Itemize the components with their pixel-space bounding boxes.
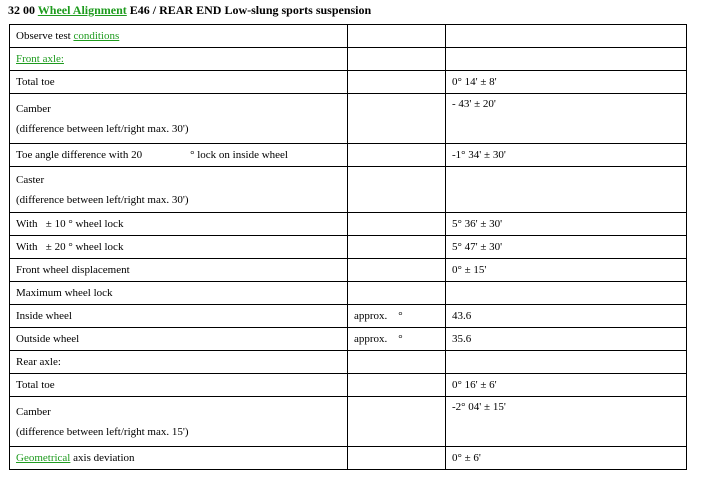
cell-label: Total toe (10, 71, 348, 94)
cell-label: Maximum wheel lock (10, 282, 348, 305)
cell-label: Front wheel displacement (10, 259, 348, 282)
cell-value: 5° 47' ± 30' (446, 236, 687, 259)
table-row (10, 374, 687, 397)
cell-approx (348, 447, 446, 470)
cell-value (446, 282, 687, 305)
cell-value (446, 25, 687, 48)
table-row (10, 447, 687, 470)
front-axle-link[interactable]: Front axle: (16, 53, 64, 65)
cell-label: Rear axle: (10, 351, 348, 374)
wheel-alignment-link[interactable]: Wheel Alignment (37, 3, 127, 17)
title-rest: E46 / REAR END Low-slung sports suspension (129, 3, 372, 17)
cell-label: Toe angle difference with 20 ° lock on inside wheel (10, 144, 348, 167)
cell-approx (348, 167, 446, 213)
table-row (10, 236, 687, 259)
cell-approx: approx. ° (348, 328, 446, 351)
table-row (10, 213, 687, 236)
cell-approx (348, 144, 446, 167)
cell-label: With ± 10 ° wheel lock (10, 213, 348, 236)
page-title (8, 3, 371, 18)
cell-approx (348, 282, 446, 305)
cell-value: -2° 04' ± 15' (446, 397, 687, 447)
table-row (10, 259, 687, 282)
table-row (10, 328, 687, 351)
cell-approx (348, 374, 446, 397)
cell-label: Camber (difference between left/right max. 15') (10, 397, 348, 447)
cell-approx: approx. ° (348, 305, 446, 328)
cell-value: 35.6 (446, 328, 687, 351)
cell-approx (348, 259, 446, 282)
cell-value: -1° 34' ± 30' (446, 144, 687, 167)
cell-label: Geometrical axis deviation (10, 447, 348, 470)
cell-approx (348, 94, 446, 144)
table-row (10, 48, 687, 71)
conditions-link[interactable]: conditions (73, 30, 120, 42)
cell-approx (348, 71, 446, 94)
cell-label: Inside wheel (10, 305, 348, 328)
cell-label: Outside wheel (10, 328, 348, 351)
cell-label: Camber (difference between left/right max. 30') (10, 94, 348, 144)
table-row (10, 71, 687, 94)
cell-label: Total toe (10, 374, 348, 397)
cell-value: 0° ± 15' (446, 259, 687, 282)
cell-approx (348, 48, 446, 71)
table-row (10, 144, 687, 167)
cell-value: 5° 36' ± 30' (446, 213, 687, 236)
table-row (10, 25, 687, 48)
cell-value (446, 167, 687, 213)
cell-value: 0° 14' ± 8' (446, 71, 687, 94)
cell-value (446, 48, 687, 71)
table-row (10, 397, 687, 447)
table-row (10, 94, 687, 144)
table-row (10, 305, 687, 328)
cell-value: 43.6 (446, 305, 687, 328)
cell-label: Observe test conditions (10, 25, 348, 48)
cell-approx (348, 236, 446, 259)
cell-approx (348, 351, 446, 374)
cell-approx (348, 213, 446, 236)
cell-value: - 43' ± 20' (446, 94, 687, 144)
title-prefix: 32 00 (8, 3, 35, 17)
cell-label: Caster (difference between left/right max. 30') (10, 167, 348, 213)
table-row (10, 351, 687, 374)
cell-approx (348, 25, 446, 48)
cell-approx (348, 397, 446, 447)
cell-value: 0° 16' ± 6' (446, 374, 687, 397)
table-row (10, 167, 687, 213)
cell-label (10, 48, 348, 71)
cell-value: 0° ± 6' (446, 447, 687, 470)
cell-value (446, 351, 687, 374)
specification-table (9, 24, 687, 470)
table-row (10, 282, 687, 305)
geometrical-link[interactable]: Geometrical (16, 452, 71, 464)
cell-label: With ± 20 ° wheel lock (10, 236, 348, 259)
